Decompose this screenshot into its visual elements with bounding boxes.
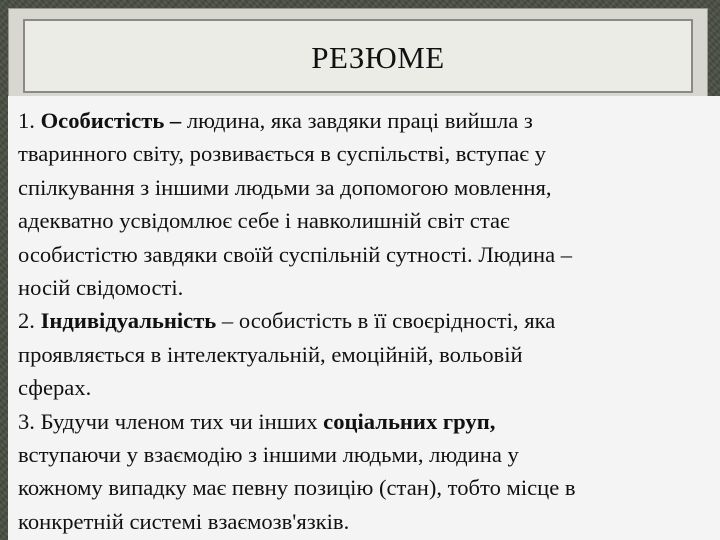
text-line: особистістю завдяки своїй суспільній сутності. Людина – [18, 241, 573, 267]
text-line: 1. Особистість – людина, яка завдяки праці вийшла з [18, 108, 533, 133]
text-line: носій свідомості. [18, 275, 184, 301]
text-line: сферах. [18, 375, 92, 401]
title-frame [8, 8, 708, 106]
text-line: спілкування з іншими людьми за допомогою мовлення, [18, 174, 552, 200]
text-line: кожному випадку має певну позицію (стан), тобто місце в [18, 475, 576, 501]
content-area [8, 96, 720, 540]
text-line: проявляється в інтелектуальній, емоційній, вольовій [18, 341, 523, 367]
text-line: 3. Будучи членом тих чи інших соціальних груп, [18, 408, 496, 434]
text-line: адекватно усвідомлює себе і навколишній світ стає [18, 208, 510, 234]
text-line: тваринного світу, розвивається в суспільстві, вступає у [18, 141, 546, 167]
title-box [23, 19, 693, 93]
text-line: 2. Індивідуальність – особистість в її своєрідності, яка [18, 308, 556, 334]
slide-title: РЕЗЮМЕ [311, 40, 445, 75]
text-line: конкретній системі взаємозв'язків. [18, 508, 350, 534]
text-line: вступаючи у взаємодію з іншими людьми, людина у [18, 442, 519, 468]
